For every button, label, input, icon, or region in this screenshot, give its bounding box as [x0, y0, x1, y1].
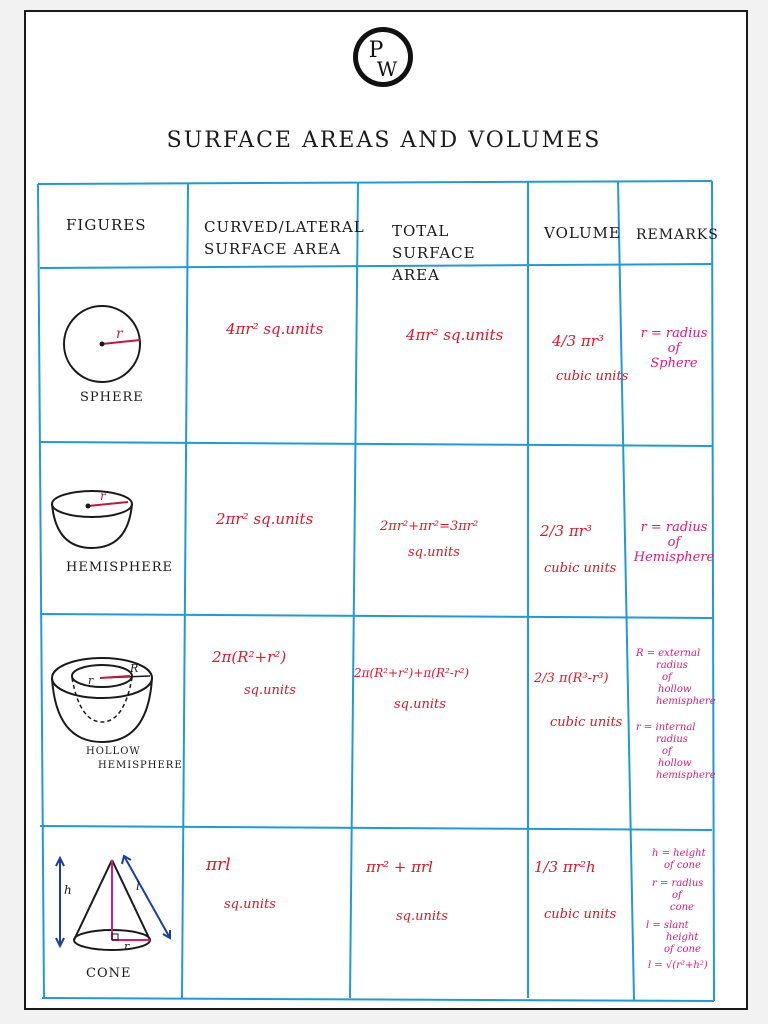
remark-line: l = slant	[646, 920, 689, 931]
cone-csa: πrl	[206, 855, 231, 875]
remark-line: of	[667, 535, 681, 550]
page-title: SURFACE AREAS AND VOLUMES	[166, 128, 602, 153]
remark-line: r = radius	[640, 326, 708, 341]
hollow-tsa: 2π(R²+r²)+π(R²-r²)	[354, 666, 470, 680]
remark-line: Hemisphere	[633, 550, 715, 565]
sphere-volume-unit: cubic units	[556, 369, 629, 384]
remark-line: of	[667, 341, 681, 356]
cone-tsa-unit: sq.units	[396, 909, 448, 924]
hemisphere-tsa: 2πr²+πr²=3πr²	[380, 519, 479, 534]
remark-line: r = radius	[652, 878, 704, 889]
header-figures: FIGURES	[66, 216, 147, 234]
cone-tsa: πr² + πrl	[366, 858, 433, 876]
header-total-surface-area: TOTAL SURFACE AREA	[392, 222, 476, 284]
hollow-remarks	[636, 648, 720, 782]
cone-csa-unit: sq.units	[224, 897, 276, 912]
remark-line: hemisphere	[656, 696, 716, 707]
figure-label-hemisphere: HEMISPHERE	[66, 560, 174, 575]
cone-figure-icon	[48, 852, 178, 962]
header-remarks: REMARKS	[636, 227, 719, 243]
hemisphere-volume: 2/3 πr³	[540, 522, 592, 540]
hemisphere-volume-unit: cubic units	[544, 561, 617, 576]
hemisphere-figure-icon	[48, 484, 138, 552]
svg-text:h: h	[64, 883, 72, 897]
hollow-csa: 2π(R²+r²)	[212, 648, 287, 666]
svg-text:l: l	[136, 879, 140, 893]
logo-letter-w: W	[376, 57, 398, 81]
remark-line: R = external	[636, 648, 701, 659]
remark-line: cone	[670, 902, 694, 913]
sphere-tsa: 4πr² sq.units	[406, 326, 504, 344]
figure-label-hollow: HOLLOW	[86, 746, 141, 757]
remark-line: of	[672, 890, 682, 901]
hollow-csa-unit: sq.units	[244, 683, 296, 698]
svg-text:r: r	[124, 940, 130, 953]
remark-line: h = height	[652, 848, 706, 859]
remark-line: radius	[656, 734, 688, 745]
header-curved-lateral-surface-area: CURVED/LATERAL SURFACE AREA	[204, 218, 365, 258]
hemisphere-csa: 2πr² sq.units	[216, 510, 314, 528]
sphere-figure-icon	[60, 304, 146, 390]
remark-line: of	[662, 672, 672, 683]
hollow-volume: 2/3 π(R³-r³)	[534, 671, 609, 686]
svg-text:R: R	[130, 662, 139, 675]
header-volume: VOLUME	[544, 224, 621, 242]
remark-line: l = √(r²+h²)	[648, 960, 708, 971]
remark-line: Sphere	[650, 356, 698, 371]
svg-text:r: r	[88, 674, 94, 687]
remark-line: height	[666, 932, 699, 943]
remark-line: of	[662, 746, 672, 757]
svg-text:r: r	[116, 326, 123, 342]
remark-line: r = internal	[636, 722, 696, 733]
sphere-volume: 4/3 πr³	[552, 332, 604, 350]
hollow-hemisphere-figure-icon	[50, 654, 156, 746]
remark-line: of cone	[664, 944, 701, 955]
logo-letter-p: P	[368, 38, 384, 63]
remark-line: r = radius	[640, 520, 708, 535]
figure-label-hemisphere-2: HEMISPHERE	[98, 760, 183, 771]
hemisphere-remarks	[632, 520, 716, 565]
sphere-csa: 4πr² sq.units	[226, 320, 324, 338]
cone-volume: 1/3 πr²h	[534, 858, 596, 876]
figure-label-sphere: SPHERE	[80, 390, 144, 405]
hemisphere-tsa-unit: sq.units	[408, 545, 460, 560]
hollow-tsa-unit: sq.units	[394, 697, 446, 712]
cone-remarks	[644, 848, 718, 972]
remark-line: hollow	[658, 758, 692, 769]
cone-volume-unit: cubic units	[544, 907, 617, 922]
figure-label-cone: CONE	[86, 966, 132, 981]
hollow-volume-unit: cubic units	[550, 715, 623, 730]
remark-line: hemisphere	[656, 770, 716, 781]
remark-line: hollow	[658, 684, 692, 695]
remark-line: radius	[656, 660, 688, 671]
svg-text:r: r	[100, 489, 106, 503]
remark-line: of cone	[664, 860, 701, 871]
sphere-remarks	[634, 326, 714, 371]
